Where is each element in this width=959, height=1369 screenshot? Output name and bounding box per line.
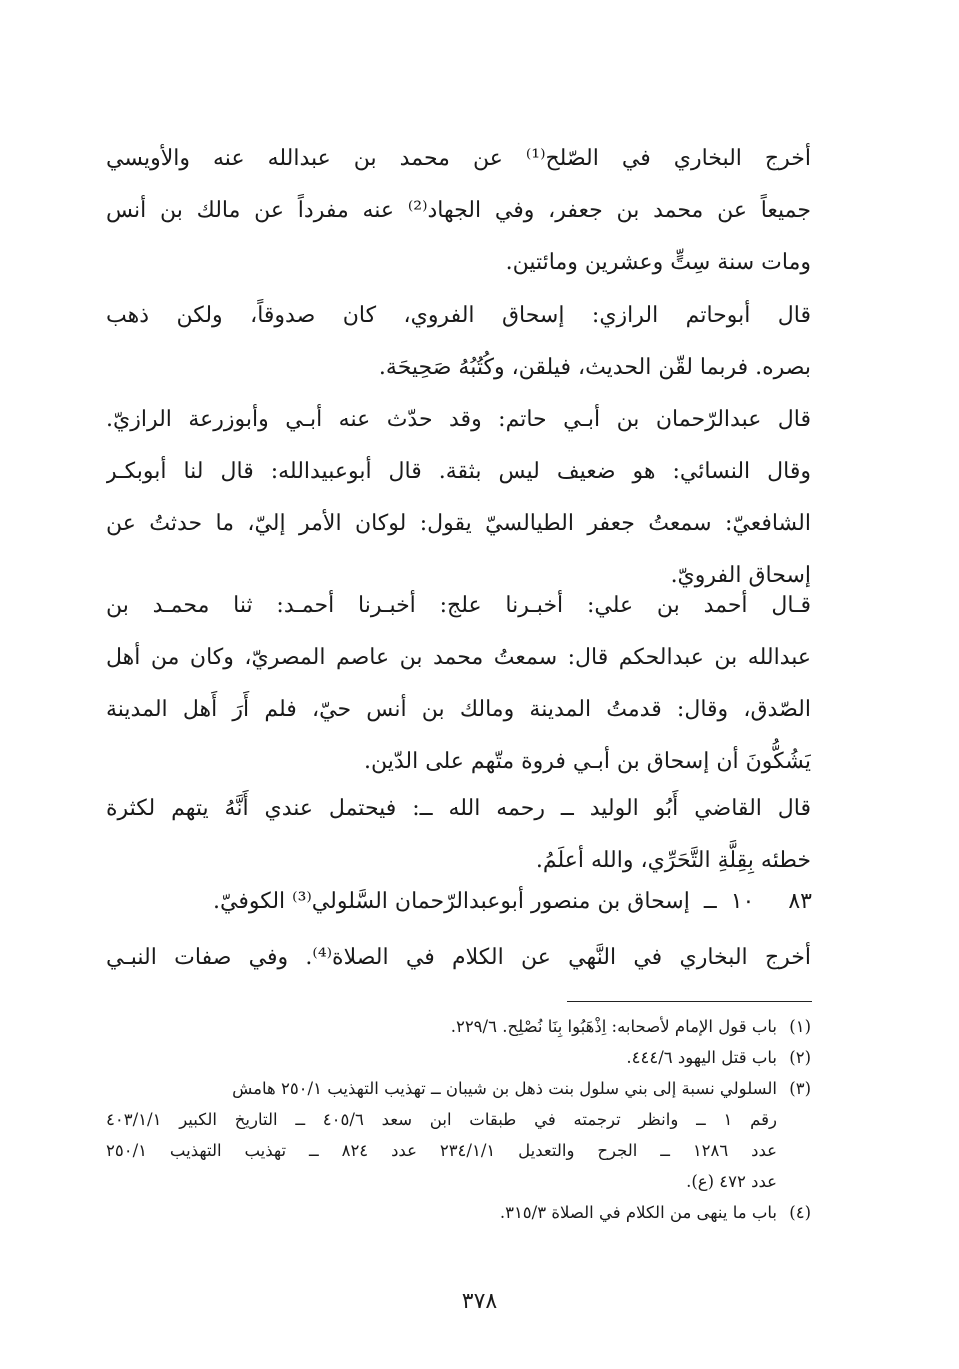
paragraph-ahmad-bin-ali — [106, 580, 811, 788]
paragraph-qadi-abu-walid — [106, 783, 811, 887]
text-line: إسحاق الفرويّ. — [670, 563, 811, 588]
footnote-3-continued: عدد ١٢٨٦ ــ الجرح والتعديل ٢٣٤/١/١ عدد ٨٢٤ ــ تهذيب التهذيب ٢٥٠/١ — [106, 1141, 778, 1160]
text-line: قال أبوحاتم الرازي: إسحاق الفروي، كان صدوقاً، ولكن ذهب — [106, 303, 811, 328]
footnote-3-continued: عدد ٤٧٢ (ع). — [686, 1172, 777, 1191]
text-line: الصّدق، وقال: قدمتُ المدينة ومالك بن أنس حيّ، فلم أَرَ أَهل المدينة — [106, 697, 811, 722]
footnote-text: باب قتل اليهود ٤٤٤/٦. — [626, 1048, 777, 1067]
entry-heading — [150, 876, 812, 928]
footnote-2 — [106, 1042, 811, 1073]
text-line: ومات سنة سِتٍّ وعشرين ومائتين. — [505, 250, 811, 275]
footnote-divider — [567, 1001, 812, 1002]
text-line: قـال أحمد بن علي: أخبـرنا علج: أخبـرنا أحمـد: ثنا محمـد بن — [106, 593, 811, 618]
footnote-3 — [106, 1073, 811, 1104]
text-line: أخرج البخاري في النَّهي عن الكلام في الصلاة⁽⁴⁾. وفي صفات النبـي — [106, 945, 811, 970]
paragraph-bukhari-salah — [106, 932, 811, 984]
footnote-text: السلولي نسبة إلى بني سلول بنت ذهل بن شيبان ــ تهذيب التهذيب ٢٥٠/١ هامش — [232, 1079, 777, 1098]
text-line: قال عبدالرّحمان بن أبـي حاتم: وقد حدّث عنه أبـي وأبوزرعة الرازيّ. — [106, 407, 811, 432]
footnote-1 — [106, 1011, 811, 1042]
paragraph-bukhari-sulh — [106, 133, 811, 289]
entry-title: إسحاق بن منصور أبوعبدالرّحمان السَّلولي⁽³⁾ الكوفيّ. — [212, 889, 690, 914]
paragraph-abu-hatim — [106, 290, 811, 394]
text-line: أخرج البخاري في الصّلح⁽¹⁾ عن محمد بن عبدالله عنه والأويسي — [106, 146, 811, 171]
footnote-mark: (٢) — [789, 1048, 811, 1067]
entry-number: ٨٣ — [788, 889, 812, 914]
footnote-mark: (٤) — [789, 1203, 811, 1222]
text-line: بصره. فربما لقّن الحديث، فيلقن، وكُتُبُهُ صَحِيحَة. — [378, 355, 811, 380]
footnote-text: باب قول الإمام لأصحابه: اِذْهَبُوا بِنَا نُصْلِح. ٢٢٩/٦. — [450, 1017, 777, 1036]
footnote-mark: (١) — [789, 1017, 811, 1036]
footnote-text: باب ما ينهى من الكلام في الصلاة ٣١٥/٣. — [499, 1203, 777, 1222]
footnote-3-continued: رقم ١ ــ وانظر ترجمته في طبقات ابن سعد ٤٠٥/٦ ــ التاريخ الكبير ٤٠٣/١/١ — [106, 1110, 777, 1129]
text-line: يَشُكُّونَ أن إسحاق بن أبـي فروة متّهم على الدّين. — [363, 749, 811, 774]
text-line: خطئه بِقِلَّةِ التَّحَرِّي، والله أعلَمُ. — [535, 848, 811, 873]
footnotes — [106, 1011, 811, 1228]
paragraph-abdurrahman — [106, 394, 811, 602]
page-number: ٣٧٨ — [461, 1289, 498, 1314]
text-line: عبدالله بن عبدالحكم قال: سمعتُ محمد بن عاصم المصريّ، وكان من أهل — [106, 645, 811, 670]
footnote-4 — [106, 1197, 811, 1228]
text-line: الشافعيّ: سمعتُ جعفر الطيالسيّ يقول: لوكان الأمر إليّ، ما حدثتُ عن — [106, 511, 811, 536]
entry-sub-number: ١٠ — [730, 889, 755, 914]
entry-dash: ــ — [703, 889, 717, 914]
text-line: قال القاضي أَبُو الوليد ــ رحمه الله ــ: فيحتمل عندي أَنَّهُ يتهم لكثرة — [106, 796, 811, 821]
footnote-mark: (٣) — [789, 1079, 811, 1098]
text-line: وقال النسائي: هو ضعيف ليس بثقة. قال أبوعبيدالله: قال لنا أبوبكـر — [106, 459, 811, 484]
text-line: جميعاً عن محمد بن جعفر، وفي الجهاد⁽²⁾ عنه مفرداً عن مالك بن أنس — [106, 198, 811, 223]
